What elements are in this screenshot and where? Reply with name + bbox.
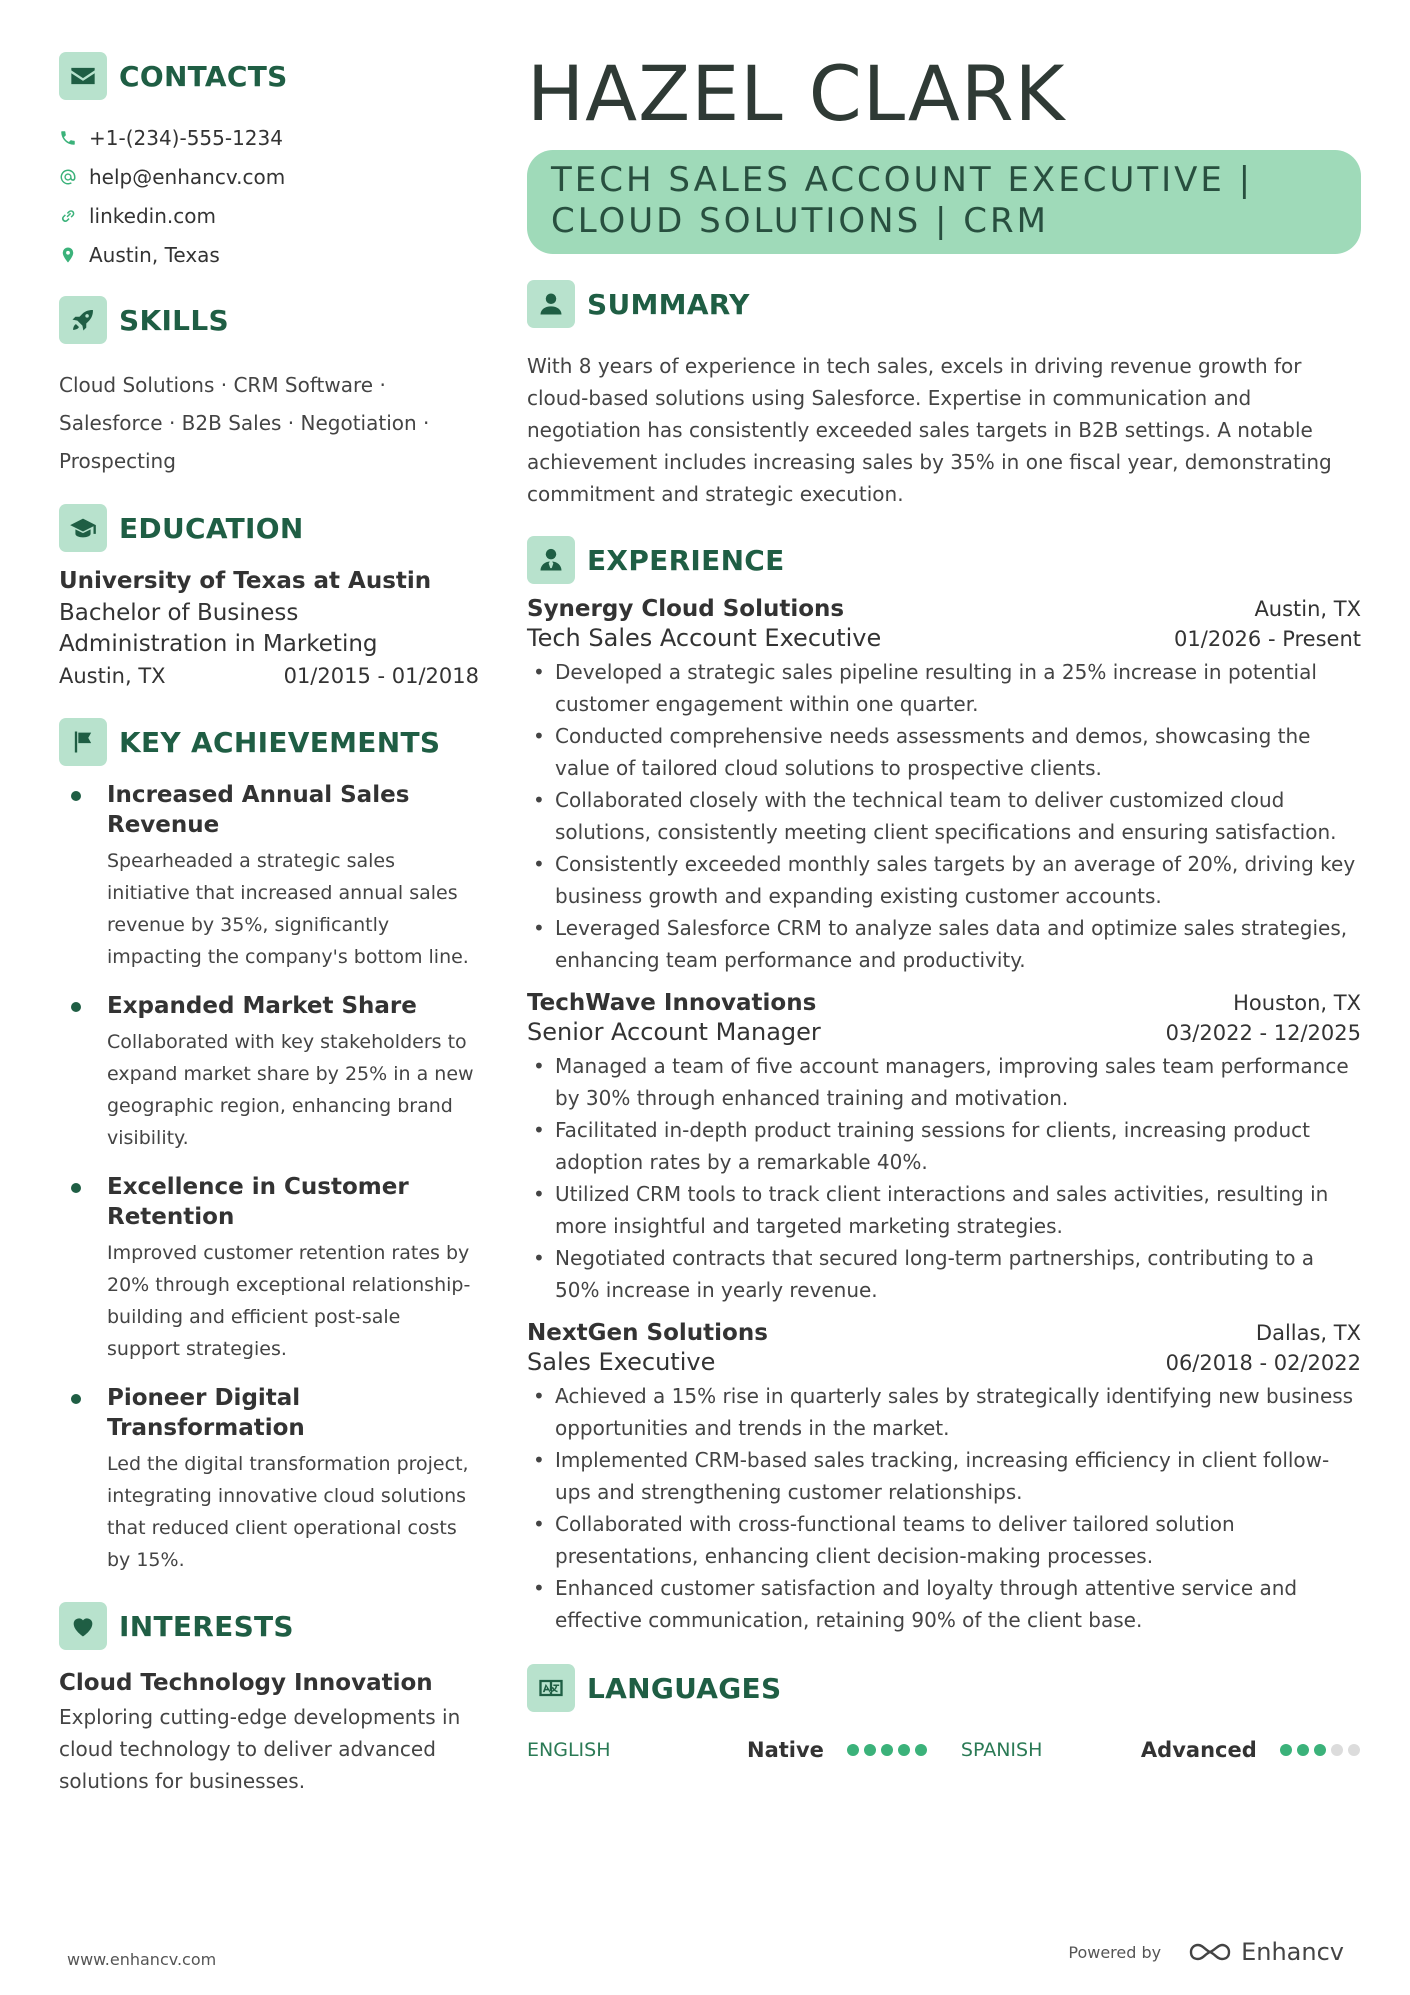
rating-dot-filled <box>1280 1744 1292 1756</box>
achievement-title: Increased Annual Sales Revenue <box>107 782 410 838</box>
job-bullet: • Conducted comprehensive needs assessments and demos, showcasing the value of tailored cloud solutions to prospective clients. <box>527 720 1361 784</box>
rating-dot-filled <box>881 1744 893 1756</box>
contact-location-text: Austin, Texas <box>89 242 220 267</box>
person-icon <box>527 280 575 328</box>
education-degree <box>59 598 479 660</box>
contact-linkedin-text[interactable]: linkedin.com <box>89 203 216 228</box>
job-bullet: • Enhanced customer satisfaction and loyalty through attentive service and effective communication, retaining 90% of the client base. <box>527 1572 1361 1636</box>
job-header <box>527 1320 1361 1346</box>
job-bullet: • Implemented CRM-based sales tracking, increasing efficiency in client follow-ups and strengthening customer relationships. <box>527 1444 1361 1508</box>
experience-heading: EXPERIENCE <box>587 543 785 577</box>
rating-dot-filled <box>915 1744 927 1756</box>
contact-email[interactable] <box>59 157 479 196</box>
achievement-item <box>59 780 479 973</box>
language-level: Advanced <box>1140 1738 1257 1762</box>
rating-dot-filled <box>847 1744 859 1756</box>
achievement-desc: Collaborated with key stakeholders to expand market share by 25% in a new geographic region, enhancing brand visibility. <box>107 1031 474 1149</box>
job-header <box>527 596 1361 622</box>
education-dates: 01/2015 - 01/2018 <box>283 664 479 688</box>
skills-line: Cloud Solutions · CRM Software · <box>59 373 386 397</box>
education-degree-line: Administration in Marketing <box>59 631 378 657</box>
job-location: Austin, TX <box>1254 597 1361 621</box>
rating-dot-empty <box>1331 1744 1343 1756</box>
languages-heading: LANGUAGES <box>587 1671 782 1705</box>
job-bullet: • Leveraged Salesforce CRM to analyze sales data and optimize sales strategies, enhancing team performance and productivity. <box>527 912 1361 976</box>
rating-dot-filled <box>864 1744 876 1756</box>
job-company: Synergy Cloud Solutions <box>527 596 845 622</box>
job-subheader <box>527 1348 1361 1376</box>
contacts-section-header <box>59 52 479 100</box>
bullet-dot <box>71 1394 81 1404</box>
footer-website[interactable]: www.enhancv.com <box>67 1950 217 1969</box>
skills-heading: SKILLS <box>119 303 229 337</box>
job-header <box>527 990 1361 1016</box>
achievement-desc: Spearheaded a strategic sales initiative that increased annual sales revenue by 35%, significantly impacting the company's bottom line. <box>107 850 469 968</box>
job-dates: 03/2022 - 12/2025 <box>1165 1021 1361 1045</box>
bullet-dot <box>71 1183 81 1193</box>
contact-email-text[interactable]: help@enhancv.com <box>89 164 286 189</box>
job-dates: 01/2026 - Present <box>1174 627 1361 651</box>
job-bullet: • Managed a team of five account managers, improving sales team performance by 30% through enhanced training and motivation. <box>527 1050 1361 1114</box>
achievement-desc: Led the digital transformation project, integrating innovative cloud solutions that reduced client operational costs by 15%. <box>107 1453 469 1571</box>
achievements-heading: KEY ACHIEVEMENTS <box>119 725 441 759</box>
job-bullet: • Developed a strategic sales pipeline resulting in a 25% increase in potential customer engagement within one quarter. <box>527 656 1361 720</box>
job-entry <box>527 596 1361 976</box>
languages-section-header <box>527 1664 1361 1712</box>
education-meta <box>59 664 479 688</box>
language-name: SPANISH <box>960 1739 1043 1761</box>
interests-heading: INTERESTS <box>119 1609 294 1643</box>
skills-list <box>59 366 479 480</box>
rocket-icon <box>59 296 107 344</box>
translate-icon <box>527 1664 575 1712</box>
skills-line: Salesforce · B2B Sales · Negotiation · <box>59 411 430 435</box>
education-section-header <box>59 504 479 552</box>
at-icon <box>59 168 89 186</box>
languages-row <box>527 1738 1361 1762</box>
job-role: Sales Executive <box>527 1348 716 1376</box>
language-level: Native <box>747 1738 824 1762</box>
skills-line: Prospecting <box>59 449 176 473</box>
job-bullet: • Achieved a 15% rise in quarterly sales by strategically identifying new business opportunities and trends in the market. <box>527 1380 1361 1444</box>
job-bullet: • Negotiated contracts that secured long-term partnerships, contributing to a 50% increase in yearly revenue. <box>527 1242 1361 1306</box>
job-role: Senior Account Manager <box>527 1018 821 1046</box>
map-pin-icon <box>59 246 89 264</box>
job-location: Houston, TX <box>1233 991 1361 1015</box>
enhancv-logo[interactable] <box>1187 1938 1344 1966</box>
bullet-dot <box>71 791 81 801</box>
job-title-line: TECH SALES ACCOUNT EXECUTIVE | <box>551 160 1254 200</box>
experience-section-header <box>527 536 1361 584</box>
skills-section-header <box>59 296 479 344</box>
businessman-icon <box>527 536 575 584</box>
job-bullet: • Collaborated with cross-functional teams to deliver tailored solution presentations, enhancing client decision-making processes. <box>527 1508 1361 1572</box>
job-entry <box>527 990 1361 1306</box>
achievements-list <box>59 780 479 1576</box>
job-bullet: • Consistently exceeded monthly sales targets by an average of 20%, driving key business growth and expanding existing customer accounts. <box>527 848 1361 912</box>
job-bullets <box>527 1380 1361 1636</box>
phone-icon <box>59 129 89 147</box>
job-role: Tech Sales Account Executive <box>527 624 882 652</box>
footer-branding <box>1068 1938 1344 1966</box>
job-dates: 06/2018 - 02/2022 <box>1165 1351 1361 1375</box>
job-bullet: • Collaborated closely with the technical team to deliver customized cloud solutions, consistently meeting client specifications and ensuring satisfaction. <box>527 784 1361 848</box>
contact-list <box>59 118 479 274</box>
job-bullet: • Utilized CRM tools to track client interactions and sales activities, resulting in more insightful and targeted marketing strategies. <box>527 1178 1361 1242</box>
job-bullets <box>527 1050 1361 1306</box>
contact-location <box>59 235 479 274</box>
achievement-desc: Improved customer retention rates by 20% through exceptional relationship-building and efficient post-sale support strategies. <box>107 1242 471 1360</box>
language-rating <box>1275 1744 1360 1756</box>
contact-phone-text: +1-(234)-555-1234 <box>89 125 283 150</box>
heart-icon <box>59 1602 107 1650</box>
job-company: NextGen Solutions <box>527 1320 768 1346</box>
summary-section-header <box>527 280 1361 328</box>
job-entry <box>527 1320 1361 1636</box>
job-company: TechWave Innovations <box>527 990 817 1016</box>
rating-dot-filled <box>1314 1744 1326 1756</box>
job-title-banner <box>527 150 1361 254</box>
job-location: Dallas, TX <box>1255 1321 1361 1345</box>
powered-by-text: Powered by <box>1068 1942 1162 1962</box>
enhancv-logo-icon <box>1187 1939 1233 1965</box>
candidate-name: HAZEL CLARK <box>527 49 1066 138</box>
contacts-heading: CONTACTS <box>119 59 288 93</box>
rating-dot-filled <box>898 1744 910 1756</box>
job-subheader <box>527 624 1361 652</box>
job-bullet: • Facilitated in-depth product training sessions for clients, increasing product adoption rates by a remarkable 40%. <box>527 1114 1361 1178</box>
job-title-line: CLOUD SOLUTIONS | CRM <box>551 201 1049 241</box>
link-icon <box>59 207 89 225</box>
interest-title: Cloud Technology Innovation <box>59 1670 433 1696</box>
job-subheader <box>527 1018 1361 1046</box>
achievements-section-header <box>59 718 479 766</box>
education-heading: EDUCATION <box>119 511 304 545</box>
achievement-item <box>59 991 479 1154</box>
achievement-title: Expanded Market Share <box>107 993 417 1019</box>
education-degree-line: Bachelor of Business <box>59 600 299 626</box>
achievement-item <box>59 1383 479 1576</box>
achievement-item <box>59 1172 479 1365</box>
interests-section-header <box>59 1602 479 1650</box>
language-name: ENGLISH <box>527 1739 611 1761</box>
rating-dot-empty <box>1348 1744 1360 1756</box>
summary-heading: SUMMARY <box>587 287 750 321</box>
education-school: University of Texas at Austin <box>59 568 432 594</box>
left-column <box>59 52 479 1797</box>
achievement-title: Excellence in Customer Retention <box>107 1174 409 1230</box>
contact-phone <box>59 118 479 157</box>
job-bullets <box>527 656 1361 976</box>
education-location: Austin, TX <box>59 664 166 688</box>
rating-dot-filled <box>1297 1744 1309 1756</box>
language-rating <box>842 1744 927 1756</box>
envelope-icon <box>59 52 107 100</box>
graduation-cap-icon <box>59 504 107 552</box>
enhancv-logo-text: Enhancv <box>1241 1938 1344 1966</box>
flag-icon <box>59 718 107 766</box>
summary-text: With 8 years of experience in tech sales, excels in driving revenue growth for cloud-based solutions using Salesforce. Expertise in communication and negotiation has consistently exceeded sales targets in B2B settings. A notable achievement includes increasing sales by 35% in one fiscal year, demonstrating commitment and strategic execution. <box>527 354 1332 506</box>
contact-linkedin[interactable] <box>59 196 479 235</box>
interest-desc: Exploring cutting-edge developments in cloud technology to deliver advanced solutions for businesses. <box>59 1705 461 1793</box>
achievement-title: Pioneer Digital Transformation <box>107 1385 305 1441</box>
bullet-dot <box>71 1002 81 1012</box>
right-column <box>527 49 1361 1762</box>
